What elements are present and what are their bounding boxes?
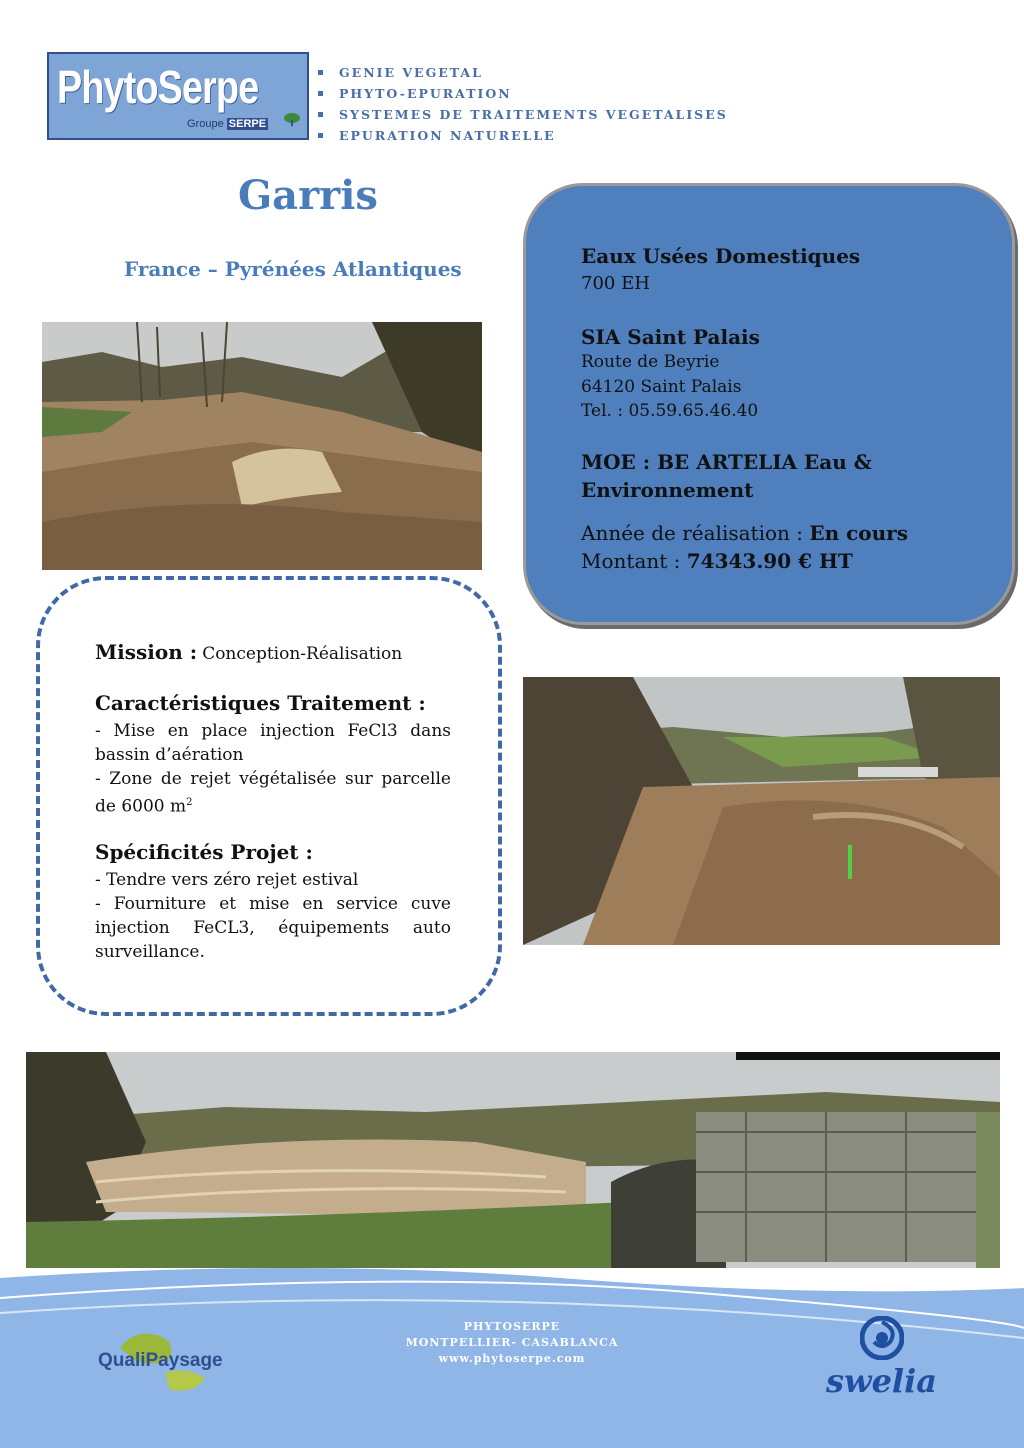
qualipaysage-logo: QualiPaysage <box>98 1350 223 1371</box>
bullet-icon <box>318 91 323 96</box>
completion-year: Année de réalisation : En cours <box>581 521 908 545</box>
treatment-item-2: - Zone de rejet végétalisée sur parcelle de 6000 $m^2$ <box>95 769 451 817</box>
footer-website[interactable]: www.phytoserpe.com <box>438 1352 586 1365</box>
site-photo-2 <box>523 677 1000 945</box>
logo-group-name: SERPE <box>228 118 267 130</box>
project-spec-item-1: - Tendre vers zéro rejet estival <box>95 870 359 890</box>
moe-line1: MOE : BE ARTELIA Eau & <box>581 450 872 474</box>
footer-company: PHYTOSERPE <box>463 1320 561 1333</box>
amount: Montant : 74343.90 € HT <box>581 549 853 573</box>
page-title: Garris <box>238 172 378 219</box>
site-photo-1 <box>42 322 482 570</box>
swelia-logo: swelia <box>826 1362 937 1400</box>
service-item: EPURATION NATURELLE <box>318 125 728 146</box>
treatment-heading: Caractéristiques Traitement : <box>95 691 426 715</box>
service-item: PHYTO-EPURATION <box>318 83 728 104</box>
bullet-icon <box>318 112 323 117</box>
services-list <box>318 62 728 146</box>
project-info-box <box>523 183 1015 625</box>
project-location: France – Pyrénées Atlantiques <box>124 257 462 281</box>
phytoserpe-logo <box>47 52 309 140</box>
client-address-line1: Route de Beyrie <box>581 352 720 372</box>
moe-line2: Environnement <box>581 478 754 502</box>
logo-group-prefix: Groupe <box>187 118 224 130</box>
mission-line: Mission : Conception-Réalisation <box>95 640 403 664</box>
client-address-line2: 64120 Saint Palais <box>581 377 742 397</box>
project-specs-heading: Spécificités Projet : <box>95 840 313 864</box>
client-phone: Tel. : 05.59.65.46.40 <box>581 401 759 421</box>
client-name: SIA Saint Palais <box>581 325 760 349</box>
mission-box <box>36 576 502 1016</box>
footer-cities: MONTPELLIER- CASABLANCA <box>405 1336 619 1349</box>
logo-wordmark: PhytoSerpe <box>57 61 259 113</box>
site-panorama-photo <box>26 1052 1000 1268</box>
treatment-item-1: - Mise en place injection FeCl3 dans bassin d’aération <box>95 721 451 765</box>
bullet-icon <box>318 70 323 75</box>
logo-group <box>187 118 268 130</box>
service-item: SYSTEMES DE TRAITEMENTS VEGETALISES <box>318 104 728 125</box>
capacity: 700 EH <box>581 273 650 294</box>
service-item: GENIE VEGETAL <box>318 62 728 83</box>
swelia-swirl-icon <box>860 1316 904 1360</box>
bullet-icon <box>318 133 323 138</box>
project-spec-item-2: - Fourniture et mise en service cuve injection FeCL3, équipements auto surveillance. <box>95 894 451 962</box>
leaf-icon <box>283 112 301 126</box>
effluent-type: Eaux Usées Domestiques <box>581 244 861 268</box>
